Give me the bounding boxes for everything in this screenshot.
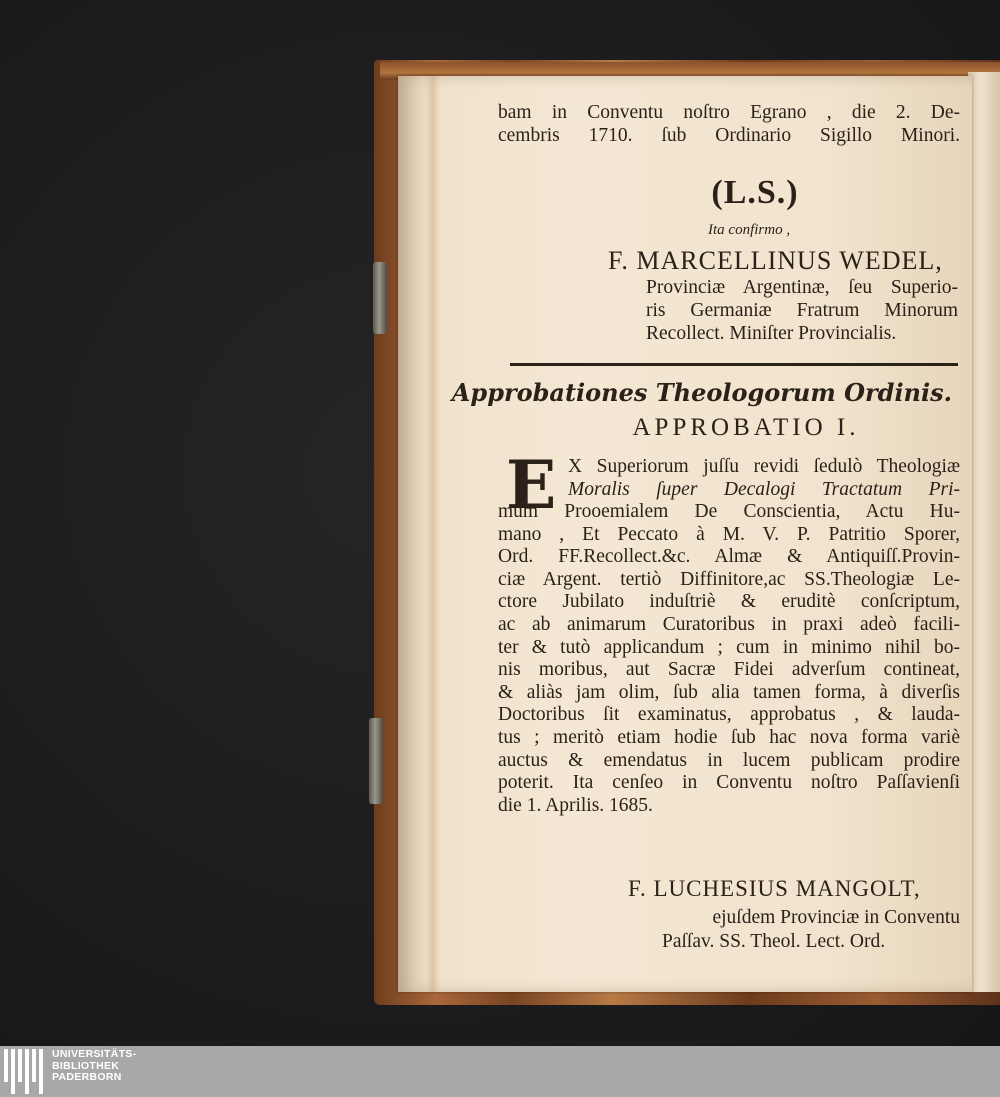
approbatio-body xyxy=(498,501,960,817)
library-name-line: PADERBORN xyxy=(52,1071,122,1083)
text-line: Doctoribus ſit examinatus, approbatus , & lauda- xyxy=(498,704,960,726)
library-name-line: UNIVERSITÄTS- xyxy=(52,1048,137,1060)
clasp-lower xyxy=(369,718,383,804)
confirm-note: Ita confirmo , xyxy=(708,222,791,238)
text-line: mano , Et Peccato à M. V. P. Patritio Sporer, xyxy=(498,523,960,545)
approbatio-title: APPROBATIO I. xyxy=(632,414,860,441)
text-line: bam in Conventu noſtro Egrano , die 2. De- xyxy=(498,102,960,123)
text-line: Paſſav. SS. Theol. Lect. Ord. xyxy=(662,931,886,952)
text-line: ciæ Argent. tertiò Diffinitore,ac SS.Theologiæ Le- xyxy=(498,568,960,590)
signatory-title xyxy=(646,276,958,345)
page-gutter xyxy=(426,76,440,992)
section-divider xyxy=(510,363,958,366)
closing-lines xyxy=(498,102,960,147)
library-name-line: BIBLIOTHEK xyxy=(52,1059,120,1072)
library-logo-icon xyxy=(4,1049,44,1094)
clasp-upper xyxy=(373,262,387,334)
page-edges xyxy=(968,72,1000,992)
signatory-name: F. LUCHESIUS MANGOLT, xyxy=(628,876,921,901)
text-line: mum Prooemialem De Conscientia, Actu Hu- xyxy=(498,501,960,522)
text-line: cembris 1710. ſub Ordinario Sigillo Minori. xyxy=(498,124,960,146)
text-line: Moralis ſuper Decalogi Tractatum Pri- xyxy=(568,478,960,500)
library-name xyxy=(52,1049,136,1084)
seal-mark: (L.S.) xyxy=(711,174,799,211)
signatory-title xyxy=(648,906,960,954)
text-line: X Superiorum juſſu revidi ſedulò Theologiæ xyxy=(568,456,960,477)
text-line: ctore Jubilato induſtriè & eruditè conſcriptum, xyxy=(498,591,960,613)
text-line: ejuſdem Provinciæ in Conventu xyxy=(712,907,960,928)
text-line: tus ; meritò etiam hodie ſub hac nova forma variè xyxy=(498,726,960,748)
signatory-name: F. MARCELLINUS WEDEL, xyxy=(608,246,943,275)
text-line: ter & tutò applicandum ; cum in minimo nihil bo- xyxy=(498,636,960,658)
approbatio-opening xyxy=(568,456,960,501)
drop-cap: E xyxy=(506,446,557,524)
text-line: ris Germaniæ Fratrum Minorum xyxy=(646,300,958,321)
library-footer xyxy=(0,1046,1000,1097)
text-line: Provinciæ Argentinæ, ſeu Superio- xyxy=(646,277,958,298)
text-line: Recollect. Miniſter Provincialis. xyxy=(646,323,897,344)
text-line: Ord. FF.Recollect.&c. Almæ & Antiquiſſ.Provin- xyxy=(498,546,960,568)
approbatio-date: die 1. Aprilis. 1685. xyxy=(498,794,653,816)
text-line: nis moribus, aut Sacræ Fidei adverſum contineat, xyxy=(498,659,960,681)
text-line: ac ab animarum Curatoribus in praxi adeò facili- xyxy=(498,613,960,635)
text-line: & aliàs jam olim, ſub alia tamen forma, à diverſis xyxy=(498,681,960,703)
text-line: auctus & emendatus in lucem publicam prodire xyxy=(498,749,960,771)
book-page xyxy=(398,76,972,992)
text-line: poterit. Ita cenſeo in Conventu noſtro Paſſavienſi xyxy=(498,772,960,794)
section-heading: Approbationes Theologorum Ordinis. xyxy=(451,378,952,407)
